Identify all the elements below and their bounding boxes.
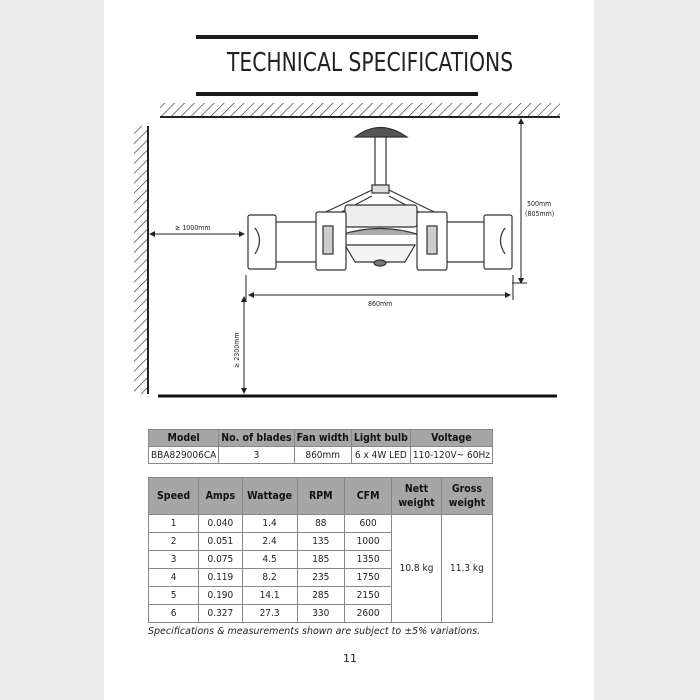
cell-gross-weight: 11.3 kg xyxy=(441,515,492,623)
drop-height-label: 500mm xyxy=(527,200,552,208)
header-voltage: Voltage xyxy=(410,430,492,447)
cell-amps: 0.119 xyxy=(199,569,242,587)
header-light-bulb: Light bulb xyxy=(351,430,410,447)
page-title: TECHNICAL SPECIFICATIONS xyxy=(227,48,514,78)
cell-wattage: 2.4 xyxy=(242,533,297,551)
header-wattage: Wattage xyxy=(242,478,297,515)
speed-spec-table xyxy=(148,477,493,623)
cell-fan-width: 860mm xyxy=(294,447,351,464)
cell-model: BBA829006CA xyxy=(149,447,219,464)
cell-voltage: 110-120V~ 60Hz xyxy=(410,447,492,464)
wall-clearance-label: ≥ 1000mm xyxy=(175,224,211,232)
cell-amps: 0.327 xyxy=(199,605,242,623)
fan-width-dimension xyxy=(246,275,513,308)
cell-nett-weight: 10.8 kg xyxy=(392,515,442,623)
cell-wattage: 27.3 xyxy=(242,605,297,623)
ceiling xyxy=(160,103,560,117)
cell-rpm: 235 xyxy=(297,569,344,587)
cell-wattage: 1.4 xyxy=(242,515,297,533)
cell-wattage: 4.5 xyxy=(242,551,297,569)
header-speed: Speed xyxy=(149,478,199,515)
cell-blades: 3 xyxy=(219,447,294,464)
cell-cfm: 1000 xyxy=(345,533,392,551)
cell-speed: 2 xyxy=(149,533,199,551)
cell-cfm: 1350 xyxy=(345,551,392,569)
cell-speed: 5 xyxy=(149,587,199,605)
drop-height-dimension xyxy=(512,119,554,283)
cell-cfm: 600 xyxy=(345,515,392,533)
header-nett-weight: Nett weight xyxy=(392,478,442,515)
variation-note: Specifications & measurements shown are subject to ±5% variations. xyxy=(148,626,481,637)
cell-light-bulb: 6 x 4W LED xyxy=(351,447,410,464)
header-gross-weight: Gross weight xyxy=(441,478,492,515)
header-model: Model xyxy=(149,430,219,447)
cell-cfm: 2600 xyxy=(345,605,392,623)
cell-amps: 0.040 xyxy=(199,515,242,533)
fan-width-label: 860mm xyxy=(368,300,393,308)
header-amps: Amps xyxy=(199,478,242,515)
cell-rpm: 88 xyxy=(297,515,344,533)
cell-rpm: 135 xyxy=(297,533,344,551)
header-rpm: RPM xyxy=(297,478,344,515)
floor-clearance-dimension xyxy=(233,297,244,393)
floor-clearance-label: ≥ 2300mm xyxy=(233,332,241,368)
header-fan-width: Fan width xyxy=(294,430,351,447)
cell-speed: 1 xyxy=(149,515,199,533)
cell-cfm: 2150 xyxy=(345,587,392,605)
cell-cfm: 1750 xyxy=(345,569,392,587)
model-spec-table xyxy=(148,429,493,464)
cell-rpm: 285 xyxy=(297,587,344,605)
cell-amps: 0.051 xyxy=(199,533,242,551)
cell-speed: 3 xyxy=(149,551,199,569)
cell-speed: 6 xyxy=(149,605,199,623)
cell-amps: 0.190 xyxy=(199,587,242,605)
model-spec-row xyxy=(149,447,493,464)
model-spec-header-row xyxy=(149,430,493,447)
cell-rpm: 185 xyxy=(297,551,344,569)
cell-rpm: 330 xyxy=(297,605,344,623)
speed-spec-header-row xyxy=(149,478,493,515)
cell-amps: 0.075 xyxy=(199,551,242,569)
header-cfm: CFM xyxy=(345,478,392,515)
cell-speed: 4 xyxy=(149,569,199,587)
drop-height-alt-label: (805mm) xyxy=(525,210,555,218)
cell-wattage: 8.2 xyxy=(242,569,297,587)
wall xyxy=(134,126,148,394)
cell-wattage: 14.1 xyxy=(242,587,297,605)
table-row xyxy=(149,515,493,533)
header-blades: No. of blades xyxy=(219,430,294,447)
page-number: 11 xyxy=(343,652,357,665)
wall-clearance-dimension xyxy=(150,224,244,234)
ceiling-fan-drawing xyxy=(248,128,512,271)
